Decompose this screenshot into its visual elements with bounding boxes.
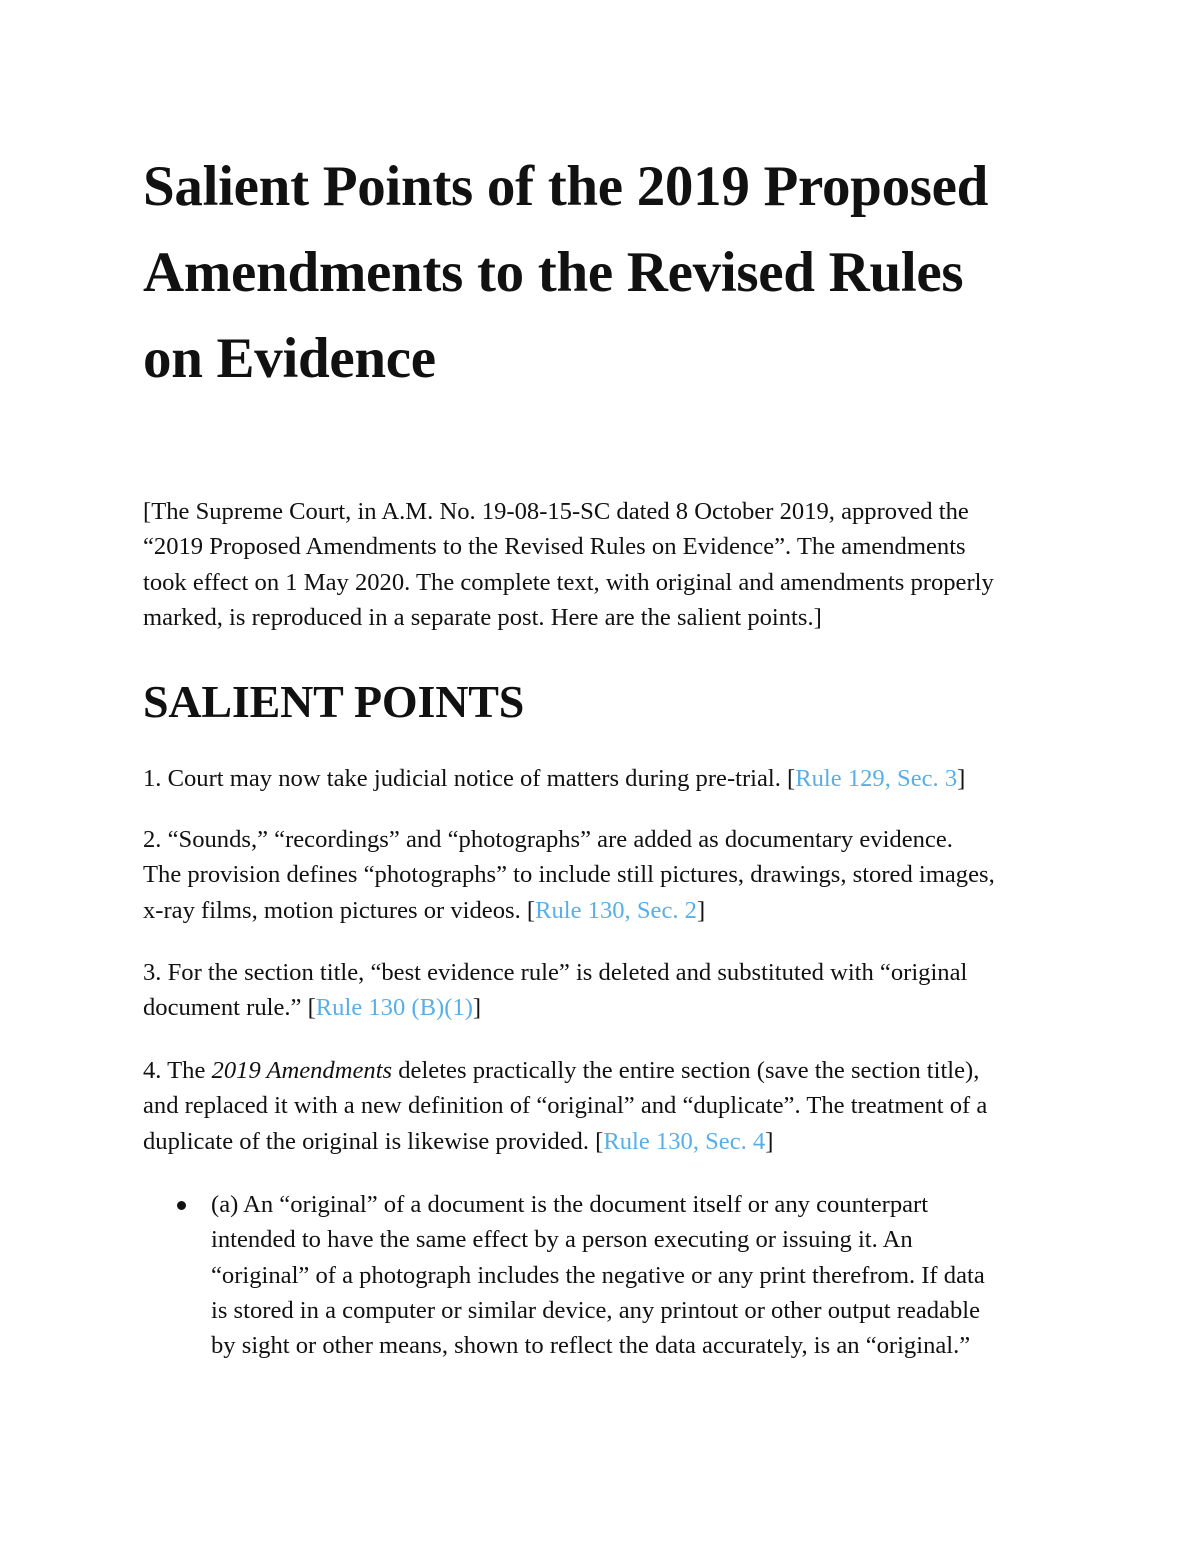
title-line: on Evidence [143, 327, 436, 390]
italic-term: 2019 Amendments [211, 1057, 393, 1084]
bracket-close: ] [472, 994, 482, 1022]
rule-link[interactable]: Rule 130, Sec. 2 [535, 896, 697, 924]
intro-line: took effect on 1 May 2020. The complete text, with original and amendments properly [143, 568, 994, 596]
title-line: Amendments to the Revised Rules [143, 241, 964, 304]
bullet-line: (a) An “original” of a document is the document itself or any counterpart [211, 1191, 929, 1218]
bracket-close: ] [765, 1127, 774, 1155]
bullet-icon [177, 1201, 186, 1210]
rule-link[interactable]: Rule 129, Sec. 3 [795, 765, 958, 792]
bracket-close: ] [696, 896, 706, 924]
bracket-close: ] [957, 765, 966, 792]
section-heading: SALIENT POINTS [143, 676, 525, 727]
intro-line: [The Supreme Court, in A.M. No. 19-08-15-SC dated 8 October 2019, approved the [143, 498, 969, 525]
bullet-line: by sight or other means, shown to reflect the data accurately, is an “original.” [211, 1332, 971, 1360]
point-line: 2. “Sounds,” “recordings” and “photographs” are added as documentary evidence. [143, 826, 953, 853]
point-line [143, 990, 1073, 1025]
salient-point-2 [143, 822, 1073, 928]
point-text: deletes practically the entire section (save the section title), [392, 1057, 980, 1084]
point-line [143, 1124, 1073, 1159]
list-item [211, 1187, 1071, 1363]
point-line: 3. For the section title, “best evidence rule” is deleted and substituted with “original [143, 959, 968, 986]
intro-line: marked, is reproduced in a separate post. Here are the salient points.] [143, 603, 822, 631]
point-text: 1. Court may now take judicial notice of matters during pre-trial. [ [143, 765, 796, 792]
bullet-line: intended to have the same effect by a person executing or issuing it. An [211, 1226, 913, 1254]
salient-point-3 [143, 955, 1073, 1026]
salient-point-4 [143, 1053, 1073, 1159]
rule-link[interactable]: Rule 130, Sec. 4 [603, 1127, 766, 1155]
point-text: 4. The [143, 1057, 212, 1084]
intro-line: “2019 Proposed Amendments to the Revised Rules on Evidence”. The amendments [143, 533, 966, 561]
salient-point-1 [143, 761, 1073, 796]
point-line: and replaced it with a new definition of “original” and “duplicate”. The treatment of a [143, 1092, 988, 1120]
point-line [143, 893, 1073, 928]
intro-paragraph [143, 494, 1073, 635]
point-line [143, 1053, 1073, 1088]
point-text: document rule.” [ [143, 994, 316, 1022]
bullet-line: is stored in a computer or similar device, any printout or other output readable [211, 1296, 981, 1324]
point-text: duplicate of the original is likewise provided. [ [143, 1127, 604, 1155]
point-line: The provision defines “photographs” to include still pictures, drawings, stored images, [143, 861, 995, 889]
page-title [143, 144, 1073, 402]
point-line [143, 761, 1073, 796]
rule-link[interactable]: Rule 130 (B)(1) [315, 994, 473, 1022]
title-line: Salient Points of the 2019 Proposed [143, 155, 989, 218]
bullet-line: “original” of a photograph includes the negative or any print therefrom. If data [211, 1261, 985, 1289]
point-text: x-ray films, motion pictures or videos. [ [143, 896, 536, 924]
